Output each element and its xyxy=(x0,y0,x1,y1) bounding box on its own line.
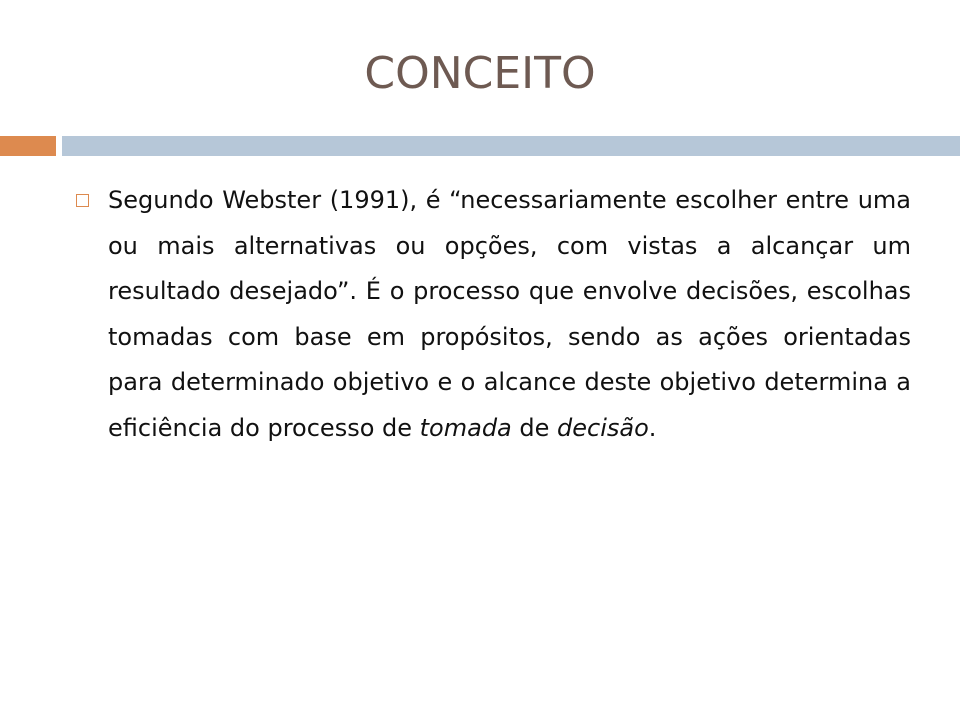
bullet-text xyxy=(108,178,911,451)
bullet-text-end: . xyxy=(648,413,657,442)
bullet-text-italic-tomada: tomada xyxy=(419,413,512,442)
bullet-text-intro: Segundo Webster (1991), é “necessariamente escolher entre uma ou mais alternativas ou opções, com vistas a alcançar um resultado desejado”. É o processo que envolve decisões, escolhas tomadas com base em propósitos, sendo as ações orientadas para determinado objetivo e o alcance deste objetivo determina a eficiência do processo de xyxy=(108,186,911,442)
accent-bar-blue xyxy=(62,136,960,156)
bullet-text-italic-decisao: decisão xyxy=(557,413,649,442)
slide-title: CONCEITO xyxy=(364,48,596,99)
bullet-text-middle: de xyxy=(511,413,558,442)
accent-bar-orange xyxy=(0,136,56,156)
square-bullet-icon xyxy=(76,194,89,207)
